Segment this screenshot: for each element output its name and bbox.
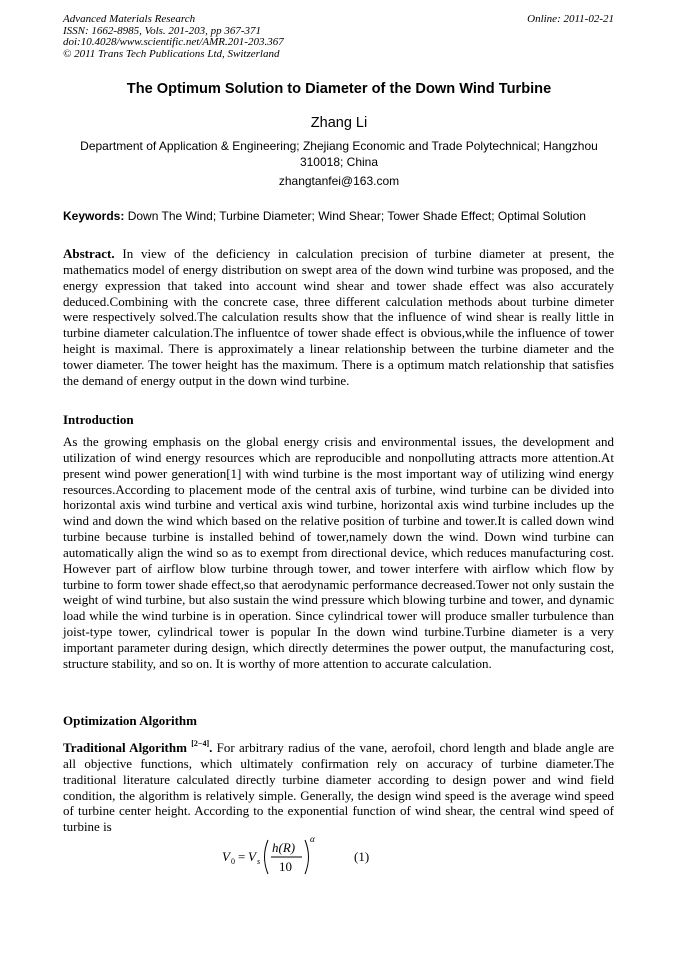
abstract-label: Abstract.: [63, 246, 115, 261]
abstract-text: In view of the deficiency in calculation precision of turbine diameter at present, the mathematics model of energy distribution on swept area of the down wind turbine was proposed, and the energy expression that taked into account wind shear and tower shade effect was also accurately deduced.Combining with the concrete case, three different calculation methods about turbine dimeter were respectively solved.The calculation results show that the influence of wind shear is really little in turbine diameter calculation.The influentce of tower shade effect is obvious,while the influence of tower height is maximal. There is approximately a linear relationship between the turbine diameter and the tower diameter. The tower height has the maximum. There is a optimum match relationship that satisfies the demand of energy output in the down wind turbine.: [63, 246, 614, 388]
optimization-heading: Optimization Algorithm: [63, 713, 197, 728]
author-email: zhangtanfei@163.com: [278, 174, 400, 188]
author-name: Zhang Li: [310, 115, 368, 131]
journal-header: [63, 14, 284, 60]
doi-line: doi:10.4028/www.scientific.net/AMR.201-203.367: [63, 36, 284, 48]
journal-name: Advanced Materials Research: [63, 13, 196, 25]
eq-lhs-sub: 0: [231, 857, 235, 866]
eq-v-sub: s: [257, 857, 261, 866]
traditional-algorithm-paragraph: [63, 736, 614, 835]
equation-1: [222, 836, 422, 882]
eq-numerator: h(R): [272, 840, 296, 855]
eq-right-paren: [305, 840, 309, 874]
eq-left-paren: [265, 840, 269, 874]
eq-v: V: [248, 849, 256, 864]
equation-1-svg: [222, 836, 422, 882]
traditional-algorithm-period: .: [209, 740, 213, 755]
keywords-text: Down The Wind; Turbine Diameter; Wind Shear; Tower Shade Effect; Optimal Solution: [124, 209, 586, 223]
eq-lhs: V: [222, 849, 230, 864]
introduction-heading: Introduction: [63, 412, 134, 427]
copyright-line: © 2011 Trans Tech Publications Ltd, Switzerland: [63, 47, 280, 60]
traditional-algorithm-label: Traditional Algorithm: [63, 740, 187, 755]
abstract-paragraph: [63, 246, 614, 389]
issn-line: ISSN: 1662-8985, Vols. 201-203, pp 367-371: [63, 24, 261, 37]
eq-equals: =: [238, 849, 246, 864]
eq-number: (1): [354, 849, 370, 864]
eq-exponent: α: [310, 834, 315, 844]
keywords-line: [63, 209, 619, 223]
introduction-paragraph: As the growing emphasis on the global energy crisis and environmental issues, the development and utilization of wind energy resources which are reproducible and nonpolluting attracts more attention.At present wind power generation[1] with wind turbine is the most important way of utilizing wind energy resources.According to placement mode of the central axis of turbine, wind turbine can be divided into horizontal axis wind turbine and vertical axis wind turbine, horizontal axis wind turbine includes up the wind and down the wind which based on the relative position of turbine and tower.It is called down wind turbine because turbine is installed behind of tower,namely down the wind. Down wind turbine can automatically align the wind so as to exempt from directional device, which reduces manufacturing cost. However part of airflow blow turbine through tower, and tower interfere with airflow which flow by turbine to form tower shade effect,so that aerodynamic performance decreased.Tower not only sustain the weight of wind turbine, but also sustain the wind pressure which blowing turbine and tower, and dynamic load while the wind turbine is in operation. Since cylindrical tower will produce smaller turbulence than joist-type tower, cylindrical tower is popular In the down wind turbine.Turbine diameter is a very important parameter during design, which directly determines the power output, the manufacturing cost, structure stability, and so on. It is worthy of more attention to accurate calculation.: [63, 434, 614, 671]
traditional-algorithm-text: For arbitrary radius of the vane, aerofoil, chord length and blade angle are all objective functions, which ultimately confirmation rely on accuracy of turbine diameter.The traditional literature calculated directly turbine diameter according to design power and wind field condition, the algorithm is relatively simple. Generally, the design wind speed is the average wind speed of turbine center height. According to the exponential function of wind shear, the central wind speed of turbine is: [63, 740, 614, 835]
online-date: Online: 2011-02-21: [527, 13, 614, 25]
traditional-algorithm-ref: [2−4]: [191, 739, 210, 748]
author-affiliation: Department of Application & Engineering; Zhejiang Economic and Trade Polytechnical; Hangzhou 310018; China: [80, 139, 598, 169]
keywords-label: Keywords:: [63, 209, 125, 223]
eq-denominator: 10: [279, 859, 292, 874]
paper-title: The Optimum Solution to Diameter of the Down Wind Turbine: [126, 81, 552, 97]
